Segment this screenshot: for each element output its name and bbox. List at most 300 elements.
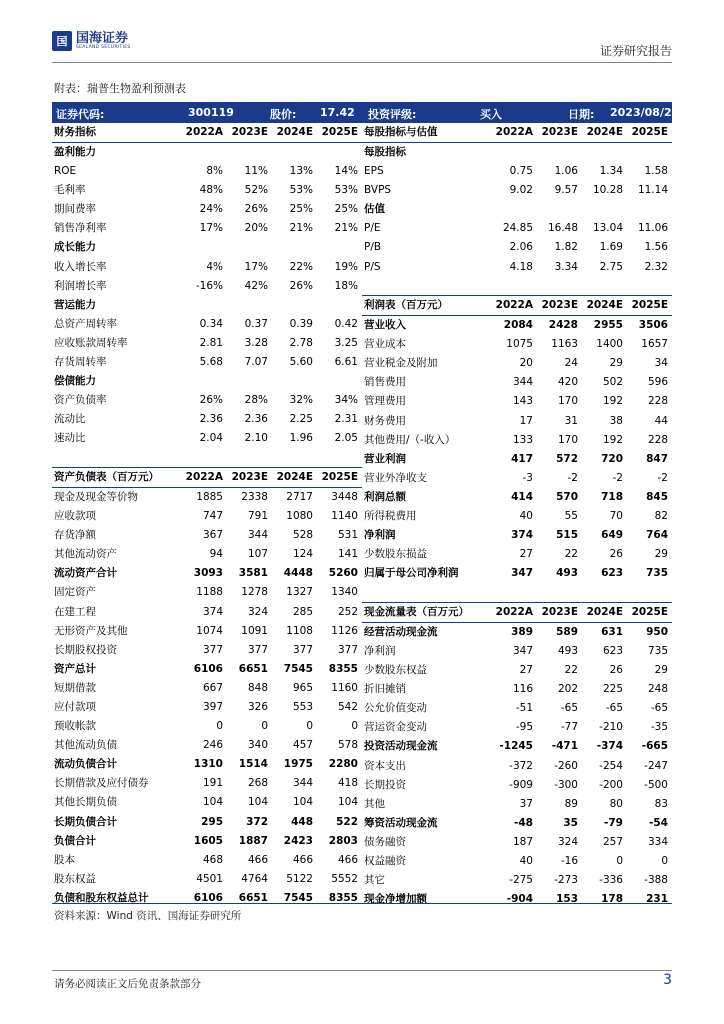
- cell-value: 1126: [331, 624, 358, 637]
- cell-value: 2025E: [627, 123, 672, 143]
- cell-value: 377: [337, 643, 358, 656]
- cell-value: 2024E: [582, 602, 627, 622]
- cell-value: 0.39: [289, 317, 313, 330]
- cell-value: 2023E: [227, 123, 272, 143]
- row-label: 其他流动资产: [54, 548, 117, 561]
- table-row: [52, 391, 362, 410]
- cell-value: 2.04: [199, 432, 223, 445]
- cell-value: 1278: [241, 586, 268, 599]
- table-row: [52, 277, 362, 296]
- row-label: 固定资产: [54, 586, 96, 599]
- cell-value: [582, 143, 627, 163]
- row-label: 所得税费用: [364, 510, 417, 523]
- cell-value: 11.14: [637, 184, 668, 197]
- row-label: 资本支出: [364, 759, 406, 772]
- cell-value: 0: [661, 855, 668, 868]
- row-label: 应收账款周转率: [54, 336, 128, 349]
- row-label: 财务指标: [52, 123, 182, 143]
- cell-value: 847: [646, 452, 668, 465]
- cell-value: 5260: [328, 567, 358, 580]
- cell-value: [272, 372, 317, 391]
- cell-value: [317, 372, 362, 391]
- table-row: [52, 583, 362, 602]
- cell-value: 16.48: [547, 222, 578, 235]
- table-row: [362, 776, 672, 795]
- cell-value: 104: [202, 796, 223, 809]
- table-row: [362, 795, 672, 814]
- cell-value: 31: [564, 414, 578, 427]
- date-label: 日期:: [568, 108, 595, 121]
- cell-value: 1400: [596, 338, 623, 351]
- cell-value: 228: [647, 433, 668, 446]
- table-row: [52, 257, 362, 276]
- cell-value: [272, 448, 317, 467]
- cell-value: 26%: [199, 394, 223, 407]
- cell-value: 22: [564, 548, 578, 561]
- cell-value: 8355: [328, 662, 358, 675]
- table-row: [52, 238, 362, 257]
- table-row: [52, 717, 362, 736]
- cell-value: [582, 583, 627, 602]
- table-row: [52, 410, 362, 429]
- table-row: [362, 200, 672, 219]
- row-label: 在建工程: [54, 605, 96, 618]
- cell-value: 531: [337, 529, 358, 542]
- cell-value: -665: [641, 740, 668, 753]
- cell-value: 2022A: [492, 602, 537, 622]
- cell-value: 735: [647, 645, 668, 658]
- cell-value: 4.18: [509, 260, 533, 273]
- cell-value: 48%: [199, 184, 223, 197]
- cell-value: 82: [654, 510, 668, 523]
- cell-value: [227, 238, 272, 257]
- cell-value: 24%: [199, 203, 223, 216]
- cell-value: [582, 200, 627, 219]
- cell-value: 2024E: [272, 468, 317, 488]
- cell-value: 372: [246, 815, 268, 828]
- footer-divider: [52, 970, 672, 971]
- cell-value: 4%: [206, 260, 223, 273]
- table-row: [362, 642, 672, 661]
- cell-value: 2.32: [644, 260, 668, 273]
- cell-value: 522: [336, 815, 358, 828]
- table-row: [362, 335, 672, 354]
- cell-value: 0: [306, 720, 313, 733]
- row-label: 营业成本: [364, 338, 406, 351]
- cell-value: 38: [609, 414, 623, 427]
- cell-value: -54: [649, 816, 668, 829]
- rating-label: 投资评级:: [368, 108, 417, 121]
- cell-value: 104: [292, 796, 313, 809]
- table-row: [362, 718, 672, 737]
- cell-value: 21%: [289, 222, 313, 235]
- cell-value: -95: [515, 721, 533, 734]
- cell-value: 29: [609, 357, 623, 370]
- cell-value: 7.07: [244, 355, 268, 368]
- cell-value: 1075: [506, 338, 533, 351]
- cell-value: 596: [647, 376, 668, 389]
- cell-value: 1.69: [599, 241, 623, 254]
- cell-value: 52%: [244, 184, 268, 197]
- table-row: [362, 238, 672, 257]
- row-label: 估值: [364, 203, 385, 216]
- cell-value: 29: [654, 548, 668, 561]
- cell-value: 667: [202, 681, 223, 694]
- cell-value: 347: [511, 567, 533, 580]
- cell-value: 7545: [283, 662, 313, 675]
- row-label: 偿债能力: [54, 375, 96, 388]
- table-row: [362, 680, 672, 699]
- cell-value: 950: [646, 625, 668, 638]
- cell-value: 848: [247, 681, 268, 694]
- cell-value: 2.05: [334, 432, 358, 445]
- cell-value: 2955: [593, 319, 623, 332]
- cell-value: [272, 296, 317, 315]
- cell-value: 466: [247, 853, 268, 866]
- table-row: [362, 488, 672, 507]
- row-label: 其他长期负债: [54, 796, 117, 809]
- row-label: 股本: [54, 853, 75, 866]
- cell-value: 570: [556, 490, 578, 503]
- row-label: 管理费用: [364, 395, 406, 408]
- row-label: 长期借款及应付债券: [54, 777, 149, 790]
- cell-value: 791: [247, 510, 268, 523]
- row-label: 流动比: [54, 413, 86, 426]
- row-label: 长期股权投资: [54, 643, 117, 656]
- cell-value: 80: [609, 797, 623, 810]
- cell-value: 34: [654, 357, 668, 370]
- table-row: [362, 833, 672, 852]
- financial-indicators-table: [52, 122, 362, 908]
- cell-value: 6.61: [334, 355, 358, 368]
- cell-value: 26%: [289, 279, 313, 292]
- cell-value: 11%: [244, 165, 268, 178]
- table-row: [52, 143, 362, 163]
- cell-value: -65: [605, 702, 623, 715]
- cell-value: -77: [560, 721, 578, 734]
- cell-value: [627, 143, 672, 163]
- row-label: 毛利率: [54, 184, 86, 197]
- row-label: 利润增长率: [54, 279, 107, 292]
- table-row: [52, 200, 362, 219]
- cell-value: 8%: [206, 165, 223, 178]
- row-label: 应付款项: [54, 700, 96, 713]
- table-row: [362, 564, 672, 583]
- cell-value: [492, 583, 537, 602]
- row-label: 收入增长率: [54, 260, 107, 273]
- cell-value: 466: [292, 853, 313, 866]
- cell-value: 1080: [286, 510, 313, 523]
- cell-value: 124: [292, 548, 313, 561]
- cell-value: 3.25: [334, 336, 358, 349]
- table-row: [362, 469, 672, 488]
- cell-value: 2024E: [272, 123, 317, 143]
- cell-value: 178: [601, 893, 623, 906]
- table-row: [52, 526, 362, 545]
- stock-price: 17.42: [320, 106, 355, 119]
- cell-value: 37: [519, 797, 533, 810]
- cell-value: 104: [337, 796, 358, 809]
- cell-value: [537, 277, 582, 296]
- cell-value: 2025E: [627, 296, 672, 316]
- cell-value: -16%: [195, 279, 223, 292]
- table-row: [52, 564, 362, 583]
- cell-value: 295: [201, 815, 223, 828]
- cell-value: 0.37: [244, 317, 268, 330]
- logo-mark-icon: 国: [52, 31, 72, 51]
- cell-value: -65: [650, 702, 668, 715]
- cell-value: 116: [512, 683, 533, 696]
- cell-value: 89: [564, 797, 578, 810]
- row-label: 折旧摊销: [364, 683, 406, 696]
- cell-value: 40: [519, 510, 533, 523]
- row-label: 其他费用/（-收入）: [364, 433, 456, 446]
- cell-value: 40: [519, 855, 533, 868]
- cell-value: 2.81: [199, 336, 223, 349]
- cell-value: [627, 200, 672, 219]
- cell-value: 324: [247, 605, 268, 618]
- valuation-and-statements-table: [362, 122, 672, 909]
- cell-value: 17%: [199, 222, 223, 235]
- row-label: [362, 583, 492, 602]
- table-row: [362, 450, 672, 469]
- cell-value: 502: [602, 376, 623, 389]
- cell-value: -500: [644, 778, 668, 791]
- cell-value: 377: [292, 643, 313, 656]
- cell-value: 553: [292, 700, 313, 713]
- cell-value: 21%: [334, 222, 358, 235]
- cell-value: 25%: [334, 203, 358, 216]
- cell-value: 420: [557, 376, 578, 389]
- cell-value: 5122: [286, 872, 313, 885]
- cell-value: 1.06: [554, 165, 578, 178]
- cell-value: 845: [646, 490, 668, 503]
- cell-value: 6651: [238, 891, 268, 904]
- cell-value: 3506: [638, 319, 668, 332]
- cell-value: 340: [247, 739, 268, 752]
- cell-value: 2022A: [492, 123, 537, 143]
- cell-value: 2084: [503, 319, 533, 332]
- cell-value: -275: [509, 874, 533, 887]
- cell-value: 4501: [196, 872, 223, 885]
- cell-value: [317, 448, 362, 467]
- row-label: P/E: [364, 222, 381, 235]
- table-row: [362, 890, 672, 909]
- cell-value: [492, 277, 537, 296]
- table-row: [362, 602, 672, 622]
- table-row: [362, 526, 672, 545]
- cell-value: 1.58: [644, 165, 668, 178]
- cell-value: [227, 296, 272, 315]
- row-label: 流动负债合计: [54, 758, 117, 771]
- cell-value: 649: [601, 529, 623, 542]
- cell-value: 377: [202, 643, 223, 656]
- cell-value: [492, 200, 537, 219]
- cell-value: 1605: [193, 834, 223, 847]
- cell-value: -388: [644, 874, 668, 887]
- cell-value: 1163: [551, 338, 578, 351]
- cell-value: [182, 372, 227, 391]
- cell-value: 344: [512, 376, 533, 389]
- cell-value: 11.06: [637, 222, 668, 235]
- cell-value: 1327: [286, 586, 313, 599]
- table-row: [362, 296, 672, 316]
- cell-value: 367: [202, 529, 223, 542]
- table-row: [362, 431, 672, 450]
- cell-value: -65: [560, 702, 578, 715]
- cell-value: [582, 277, 627, 296]
- cell-value: 246: [202, 739, 223, 752]
- cell-value: 228: [647, 395, 668, 408]
- row-label: 营业税金及附加: [364, 357, 438, 370]
- row-label: 经营活动现金流: [364, 625, 438, 638]
- cell-value: 143: [512, 395, 533, 408]
- cell-value: 192: [602, 395, 623, 408]
- cell-value: 457: [292, 739, 313, 752]
- row-label: 流动资产合计: [54, 567, 117, 580]
- cell-value: 32%: [289, 394, 313, 407]
- cell-value: 55: [564, 510, 578, 523]
- cell-value: 170: [557, 395, 578, 408]
- table-row: [52, 660, 362, 679]
- cell-value: 528: [292, 529, 313, 542]
- cell-value: [537, 143, 582, 163]
- table-row: [52, 679, 362, 698]
- cell-value: 26%: [244, 203, 268, 216]
- cell-value: 2.31: [334, 413, 358, 426]
- cell-value: [182, 143, 227, 163]
- cell-value: 5552: [331, 872, 358, 885]
- cell-value: 515: [556, 529, 578, 542]
- cell-value: 389: [511, 625, 533, 638]
- row-label: 负债和股东权益总计: [54, 891, 149, 904]
- cell-value: 1885: [196, 491, 223, 503]
- cell-value: 170: [557, 433, 578, 446]
- rating-value: 买入: [480, 108, 502, 121]
- table-row: [52, 468, 362, 488]
- cell-value: 2023E: [537, 296, 582, 316]
- cell-value: 0.75: [509, 165, 533, 178]
- cell-value: 20%: [244, 222, 268, 235]
- cell-value: 20: [519, 357, 533, 370]
- cell-value: 324: [557, 835, 578, 848]
- table-row: [52, 162, 362, 181]
- table-caption: 附表：瑞普生物盈利预测表: [54, 82, 186, 95]
- cell-value: 24.85: [502, 222, 533, 235]
- cell-value: 1108: [286, 624, 313, 637]
- cell-value: 1074: [196, 624, 223, 637]
- cell-value: 2338: [241, 491, 268, 503]
- cell-value: 1340: [331, 586, 358, 599]
- cell-value: -273: [554, 874, 578, 887]
- cell-value: [317, 238, 362, 257]
- cell-value: 2023E: [537, 602, 582, 622]
- cell-value: [627, 277, 672, 296]
- table-row: [52, 123, 362, 143]
- price-label: 股价:: [270, 108, 297, 121]
- row-label: 公允价值变动: [364, 702, 427, 715]
- cell-value: 3581: [238, 567, 268, 580]
- cell-value: [227, 143, 272, 163]
- cell-value: 9.57: [554, 184, 578, 197]
- cell-value: 6651: [238, 662, 268, 675]
- cell-value: 2.06: [509, 241, 533, 254]
- cell-value: 2024E: [582, 123, 627, 143]
- cell-value: 44: [654, 414, 668, 427]
- row-label: 成长能力: [54, 241, 96, 254]
- cell-value: 202: [557, 683, 578, 696]
- row-label: 无形资产及其他: [54, 624, 128, 637]
- row-label: 营业收入: [364, 319, 406, 332]
- cell-value: [272, 143, 317, 163]
- cell-value: -210: [599, 721, 623, 734]
- table-row: [52, 813, 362, 832]
- cell-value: 27: [519, 664, 533, 677]
- cell-value: 1091: [241, 624, 268, 637]
- table-row: [362, 852, 672, 871]
- cell-value: -48: [514, 816, 533, 829]
- cell-value: -254: [599, 759, 623, 772]
- row-label: 其它: [364, 874, 385, 887]
- row-label: 销售费用: [364, 376, 406, 389]
- cell-value: 26: [609, 548, 623, 561]
- row-label: 短期借款: [54, 681, 96, 694]
- row-label: 利润总额: [364, 490, 406, 503]
- table-row: [362, 162, 672, 181]
- cell-value: -260: [554, 759, 578, 772]
- cell-value: 1887: [238, 834, 268, 847]
- cell-value: 17: [519, 414, 533, 427]
- table-row: [52, 296, 362, 315]
- row-label: 存货净额: [54, 529, 96, 542]
- cell-value: 2022A: [492, 296, 537, 316]
- logo-name-cn: 国海证券: [76, 30, 129, 46]
- cell-value: 623: [602, 645, 623, 658]
- table-row: [52, 602, 362, 621]
- cell-value: 0: [616, 855, 623, 868]
- cell-value: -909: [509, 778, 533, 791]
- row-label: 每股指标与估值: [362, 123, 492, 143]
- cell-value: 0: [351, 720, 358, 733]
- cell-value: 1.96: [289, 432, 313, 445]
- row-label: 其他流动负债: [54, 739, 117, 752]
- cell-value: 374: [511, 529, 533, 542]
- table-row: [52, 622, 362, 641]
- row-label: BVPS: [364, 184, 392, 197]
- cell-value: 0: [216, 720, 223, 733]
- row-label: 营运资金变动: [364, 721, 427, 734]
- cell-value: 1310: [193, 758, 223, 771]
- cell-value: 1514: [238, 758, 268, 771]
- cell-value: 3448: [331, 491, 358, 503]
- cell-value: -2: [657, 471, 668, 484]
- row-label: 盈利能力: [54, 146, 96, 158]
- table-row: [52, 870, 362, 889]
- cell-value: 3.34: [554, 260, 578, 273]
- row-label: 速动比: [54, 432, 86, 445]
- cell-value: -79: [604, 816, 623, 829]
- cell-value: 2428: [548, 319, 578, 332]
- page-number: 3: [663, 972, 672, 988]
- cell-value: [227, 448, 272, 467]
- row-label: P/S: [364, 260, 381, 273]
- cell-value: 2025E: [627, 602, 672, 622]
- cell-value: 3093: [193, 567, 223, 580]
- cell-value: 53%: [289, 184, 313, 197]
- row-label: 销售净利率: [54, 222, 107, 235]
- row-label: 其他: [364, 797, 385, 810]
- table-row: [52, 641, 362, 660]
